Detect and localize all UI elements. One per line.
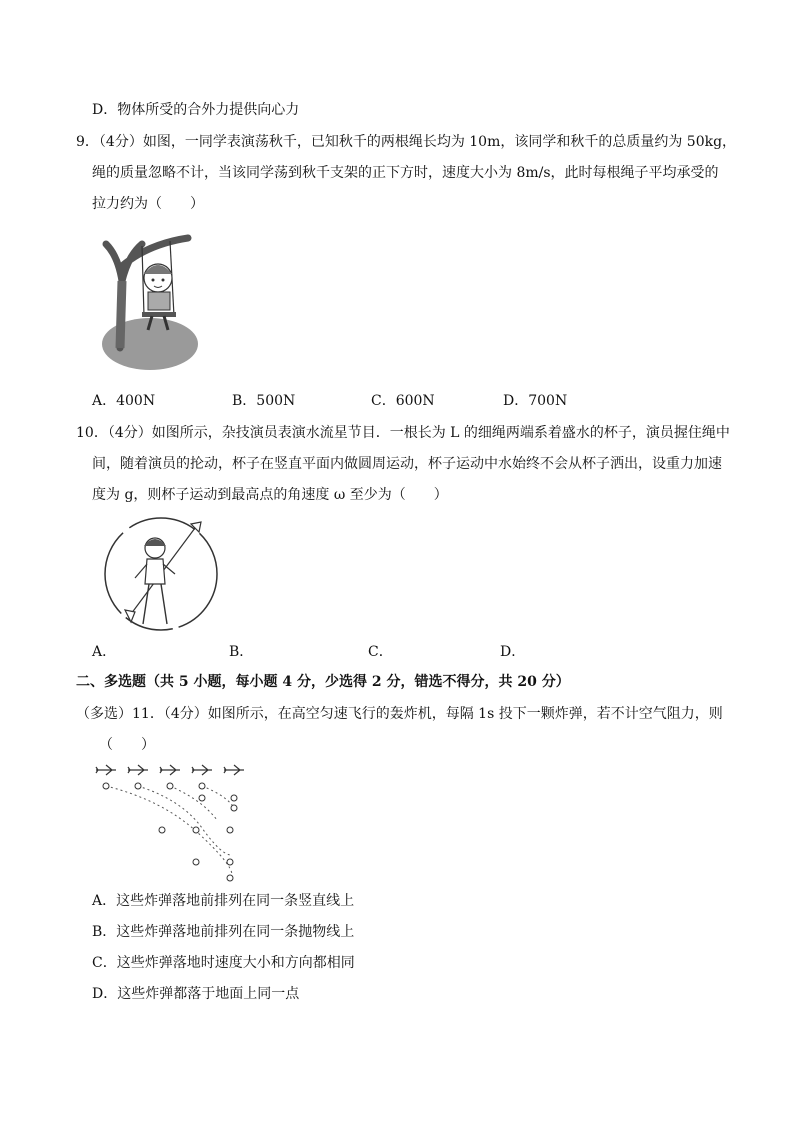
q10-water-meteor-figure <box>95 512 225 637</box>
q9-option-d[interactable]: D．700N <box>503 393 568 409</box>
q10-option-a[interactable]: A． <box>92 644 117 660</box>
q8-option-d: D．物体所受的合外力提供向心力 <box>92 102 300 118</box>
q10-stem-line3: 度为 g，则杯子运动到最高点的角速度 ω 至少为（ ） <box>92 487 448 503</box>
q10-option-d[interactable]: D． <box>500 644 526 660</box>
q10-option-b[interactable]: B． <box>229 644 254 660</box>
q9-option-b[interactable]: B．500N <box>232 393 296 409</box>
q11-option-c[interactable]: C．这些炸弹落地时速度大小和方向都相同 <box>92 955 355 971</box>
q11-option-a[interactable]: A．这些炸弹落地前排列在同一条竖直线上 <box>92 893 355 909</box>
q11-option-b[interactable]: B．这些炸弹落地前排列在同一条抛物线上 <box>92 924 355 940</box>
q11-stem-line1: （多选）11．（4分）如图所示，在高空匀速飞行的轰炸机，每隔 1s 投下一颗炸弹，若不计空气阻力，则 <box>76 706 723 722</box>
q9-stem-line2: 绳的质量忽略不计，当该同学荡到秋千支架的正下方时，速度大小为 8m/s，此时每根绳子平均承受的 <box>92 165 719 181</box>
section2-heading: 二、多选题（共 5 小题，每小题 4 分，少选得 2 分，错选不得分，共 20 分） <box>76 674 570 690</box>
q10-option-c[interactable]: C． <box>368 644 393 660</box>
q11-stem-line2: （ ） <box>99 737 155 753</box>
q9-option-a[interactable]: A．400N <box>92 393 156 409</box>
q10-stem-line2: 间，随着演员的抡动，杯子在竖直平面内做圆周运动，杯子运动中水始终不会从杯子洒出，设重力加速 <box>92 456 722 472</box>
q9-stem-line3: 拉力约为（ ） <box>92 196 204 212</box>
q9-swing-figure <box>98 226 208 376</box>
q9-option-c[interactable]: C．600N <box>371 393 435 409</box>
q11-bomber-figure <box>92 760 252 885</box>
q10-stem-line1: 10．（4分）如图所示，杂技演员表演水流星节目．一根长为 L 的细绳两端系着盛水的杯子，演员握住绳中 <box>76 425 730 441</box>
q11-option-d[interactable]: D．这些炸弹都落于地面上同一点 <box>92 986 300 1002</box>
q9-stem-line1: 9．（4分）如图，一同学表演荡秋千，已知秋千的两根绳长均为 10m，该同学和秋千的总质量约为 50kg， <box>76 134 737 150</box>
